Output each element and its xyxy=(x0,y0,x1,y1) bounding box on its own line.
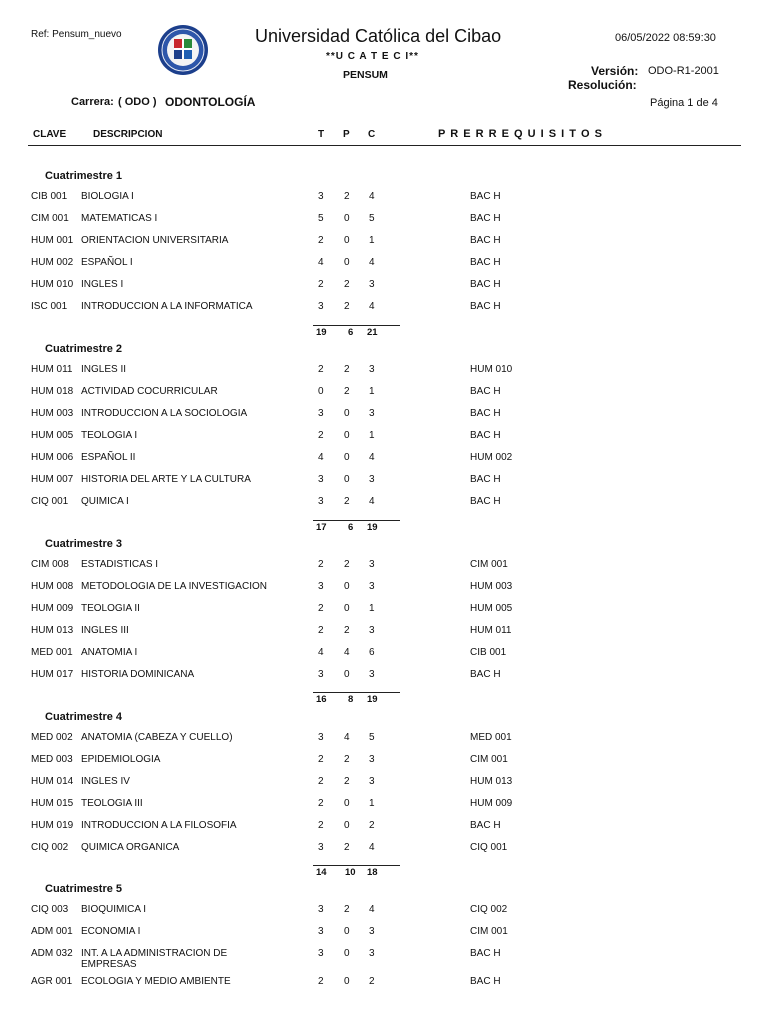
course-row: MED 003 EPIDEMIOLOGIA 2 2 3 CIM 001 xyxy=(31,754,508,765)
totals-divider xyxy=(313,520,400,521)
column-header-c: C xyxy=(368,129,376,140)
column-header-clave: CLAVE xyxy=(33,129,67,140)
version-label: Versión: xyxy=(591,64,639,78)
page-number: Página 1 de 4 xyxy=(650,97,718,109)
course-row: CIM 008 ESTADISTICAS I 2 2 3 CIM 001 xyxy=(31,559,508,570)
totals-divider xyxy=(313,865,400,866)
course-row: CIQ 001 QUIMICA I 3 2 4 BAC H xyxy=(31,496,501,507)
course-row: HUM 005 TEOLOGIA I 2 0 1 BAC H xyxy=(31,430,501,441)
university-seal-logo xyxy=(157,24,209,76)
career-name: ODONTOLOGÍA xyxy=(165,95,256,109)
course-row: HUM 001 ORIENTACION UNIVERSITARIA 2 0 1 BAC H xyxy=(31,235,501,246)
total-t: 14 xyxy=(316,867,327,878)
total-t: 16 xyxy=(316,694,327,705)
course-row: HUM 011 INGLES II 2 2 3 HUM 010 xyxy=(31,364,513,375)
reference-label: Ref: Pensum_nuevo xyxy=(31,29,122,40)
total-c: 19 xyxy=(367,694,378,705)
course-row: ISC 001 INTRODUCCION A LA INFORMATICA 3 2 4 BAC H xyxy=(31,301,501,312)
career-label: Carrera: xyxy=(71,96,114,108)
university-name: Universidad Católica del Cibao xyxy=(255,26,502,46)
course-row: HUM 014 INGLES IV 2 2 3 HUM 013 xyxy=(31,776,513,787)
course-row: HUM 017 HISTORIA DOMINICANA 3 0 3 BAC H xyxy=(31,669,501,680)
totals-divider xyxy=(313,325,400,326)
column-header-p: P xyxy=(343,129,350,140)
course-row: HUM 013 INGLES III 2 2 3 HUM 011 xyxy=(31,625,512,636)
course-row: HUM 010 INGLES I 2 2 3 BAC H xyxy=(31,279,501,290)
total-c: 21 xyxy=(367,327,378,338)
semester-heading: Cuatrimestre 3 xyxy=(45,538,123,550)
university-acronym: **U C A T E C I** xyxy=(326,51,419,62)
course-row: MED 002 ANATOMIA (CABEZA Y CUELLO) 3 4 5 MED 001 xyxy=(31,732,512,743)
course-row: HUM 002 ESPAÑOL I 4 0 4 BAC H xyxy=(31,257,501,268)
course-row: HUM 015 TEOLOGIA III 2 0 1 HUM 009 xyxy=(31,798,513,809)
total-c: 19 xyxy=(367,522,378,533)
document-type: PENSUM xyxy=(343,69,388,81)
semester-heading: Cuatrimestre 5 xyxy=(45,883,123,895)
course-row: CIQ 002 QUIMICA ORGANICA 3 2 4 CIQ 001 xyxy=(31,842,508,853)
course-row: HUM 006 ESPAÑOL II 4 0 4 HUM 002 xyxy=(31,452,513,463)
semester-heading: Cuatrimestre 2 xyxy=(45,343,123,355)
total-c: 18 xyxy=(367,867,378,878)
career-code: ( ODO ) xyxy=(118,96,157,108)
course-row: HUM 018 ACTIVIDAD COCURRICULAR 0 2 1 BAC H xyxy=(31,386,501,397)
course-row: ADM 032 INT. A LA ADMINISTRACION DE EMPRESAS 3 0 3 BAC H xyxy=(31,948,501,970)
course-row: MED 001 ANATOMIA I 4 4 6 CIB 001 xyxy=(31,647,507,658)
totals-divider xyxy=(313,692,400,693)
semester-heading: Cuatrimestre 1 xyxy=(45,170,123,182)
header-divider xyxy=(28,145,741,146)
total-p: 10 xyxy=(345,867,356,878)
column-header-descripcion: DESCRIPCION xyxy=(93,129,163,140)
total-p: 6 xyxy=(348,327,354,338)
total-p: 6 xyxy=(348,522,354,533)
semester-heading: Cuatrimestre 4 xyxy=(45,711,123,723)
course-row: HUM 008 METODOLOGIA DE LA INVESTIGACION 3 0 3 HUM 003 xyxy=(31,581,513,592)
total-p: 8 xyxy=(348,694,354,705)
course-row: HUM 003 INTRODUCCION A LA SOCIOLOGIA 3 0 3 BAC H xyxy=(31,408,501,419)
course-row: HUM 019 INTRODUCCION A LA FILOSOFIA 2 0 2 BAC H xyxy=(31,820,501,831)
resolution-label: Resolución: xyxy=(568,78,637,92)
course-row: ADM 001 ECONOMIA I 3 0 3 CIM 001 xyxy=(31,926,508,937)
print-datetime: 06/05/2022 08:59:30 xyxy=(615,32,716,44)
total-t: 19 xyxy=(316,327,327,338)
course-row: CIM 001 MATEMATICAS I 5 0 5 BAC H xyxy=(31,213,501,224)
course-row: CIB 001 BIOLOGIA I 3 2 4 BAC H xyxy=(31,191,501,202)
version-value: ODO-R1-2001 xyxy=(648,65,719,77)
course-row: CIQ 003 BIOQUIMICA I 3 2 4 CIQ 002 xyxy=(31,904,508,915)
total-t: 17 xyxy=(316,522,327,533)
course-row: HUM 007 HISTORIA DEL ARTE Y LA CULTURA 3 0 3 BAC H xyxy=(31,474,501,485)
column-header-t: T xyxy=(318,129,325,140)
course-row: HUM 009 TEOLOGIA II 2 0 1 HUM 005 xyxy=(31,603,513,614)
course-row: AGR 001 ECOLOGIA Y MEDIO AMBIENTE 2 0 2 BAC H xyxy=(31,976,501,987)
column-header-prerequisitos: P R E R R E Q U I S I T O S xyxy=(438,128,603,140)
